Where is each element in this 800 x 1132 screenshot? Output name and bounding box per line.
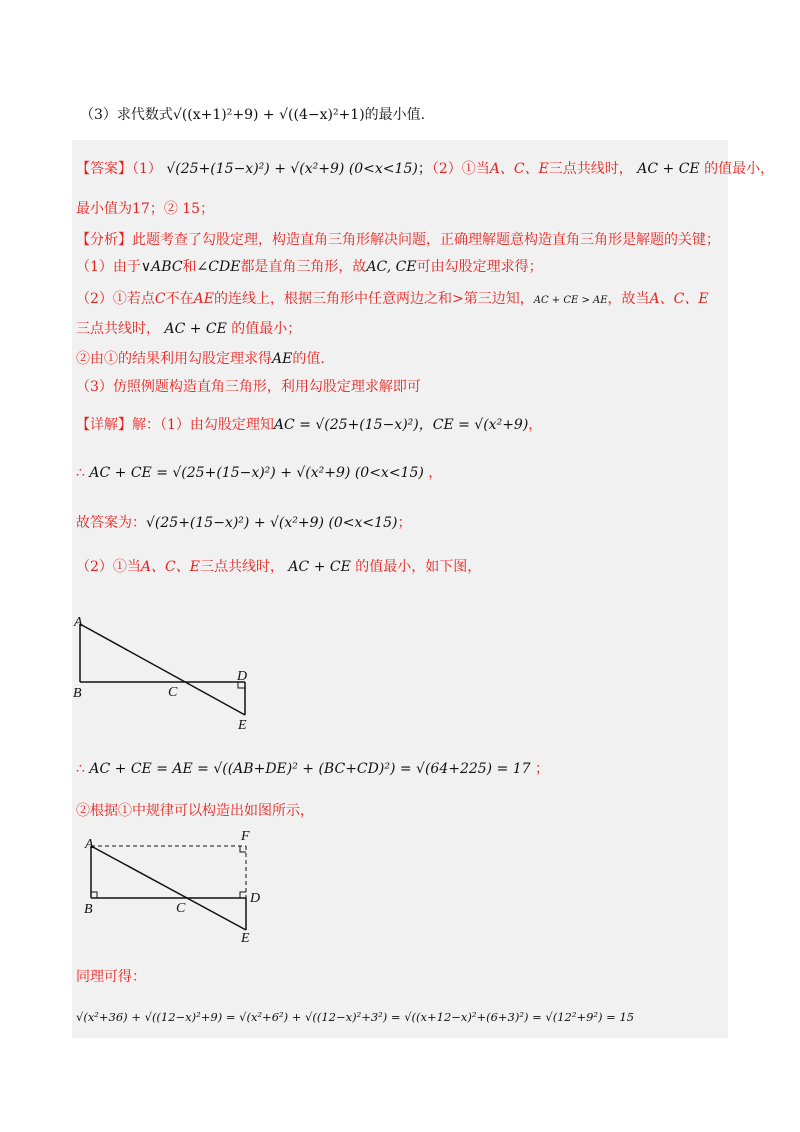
detail-line-4 [76, 556, 481, 578]
analysis-line-1 [76, 229, 720, 251]
answer-line-1 [76, 158, 774, 180]
analysis-l5a: ②由①的结果利用勾股定理求得 [76, 351, 272, 367]
analysis-l2c: 和 [182, 259, 197, 275]
detail-line-6: ②根据①中规律可以构造出如图所示， [76, 803, 314, 819]
right-angle-b [91, 892, 97, 898]
analysis-l4b: AC + CE [164, 321, 227, 337]
question-prefix: （3）求代数式 [80, 107, 173, 123]
label-a: A [74, 615, 83, 630]
question-expression: √((x+1)²+9) + √((4−x)²+1) [172, 107, 365, 123]
detail-l4d: AC + CE [288, 559, 351, 575]
answer-part2-text: 三点共线时， [548, 161, 633, 177]
label-b-2: B [84, 902, 93, 917]
analysis-l5c: 的值. [292, 351, 325, 367]
analysis-line-6: （3）仿照例题构造直角三角形，利用勾股定理求解即可 [76, 379, 421, 395]
right-angle-d-2 [240, 892, 246, 898]
label-e-2: E [241, 931, 250, 946]
therefore-symbol-1: ∴ [76, 465, 85, 481]
analysis-l4c: 的值最小； [231, 321, 302, 337]
question-suffix: 的最小值. [364, 107, 426, 123]
label-d-2: D [250, 891, 261, 906]
analysis-l2a: （1）由于 [76, 259, 141, 275]
detail-l4e: 的值最小，如下图， [355, 559, 482, 575]
answer-part2-label: （2）①当 [431, 161, 490, 177]
analysis-triangle-abc: ∨ABC [140, 259, 183, 275]
right-angle-f [240, 846, 246, 852]
answer-line-2: 最小值为17；② 15； [76, 201, 215, 217]
label-c-2: C [176, 901, 186, 916]
analysis-line-2 [76, 256, 543, 278]
analysis-tag: 【分析】 [76, 232, 132, 248]
analysis-l3e: 的连线上，根据三角形中任意两边之和>第三边知， [213, 291, 534, 307]
answer-part2-points: A、C、E [489, 161, 549, 177]
question-3 [80, 103, 425, 127]
answer-part1-label: （1） [132, 161, 162, 177]
detail-l4b: A、C、E [140, 559, 200, 575]
label-e: E [238, 718, 247, 733]
detail-l1b: AC = √(25+(15−x)²)，CE = √(x²+9) [273, 417, 529, 433]
label-b: B [73, 686, 82, 701]
analysis-line-4 [76, 318, 301, 340]
analysis-l3c: 不在 [165, 291, 194, 307]
detail-l1a: 解：（1）由勾股定理知 [132, 417, 274, 433]
analysis-l5b: AE [272, 351, 293, 367]
answer-separator: ； [417, 161, 432, 177]
detail-l5end: ； [535, 761, 550, 777]
analysis-line-5 [76, 348, 325, 370]
detail-tag: 【详解】 [76, 417, 132, 433]
analysis-inequality: AC + CE > AE [533, 295, 608, 306]
detail-l1c: ， [528, 417, 543, 433]
analysis-l2g: 可由勾股定理求得； [416, 259, 543, 275]
detail-l2end: ， [428, 465, 443, 481]
segment-ae [80, 624, 248, 715]
label-d: D [237, 669, 248, 684]
therefore-symbol-2: ∴ [76, 761, 85, 777]
analysis-triangle-cde: ∠CDE [196, 259, 241, 275]
segment-ae-2 [91, 846, 246, 930]
analysis-text-1: 此题考查了勾股定理，构造直角三角形解决问题，正确理解题意构造直角三角形是解题的关键； [132, 232, 720, 248]
detail-line-8: √(x²+36) + √((12−x)²+9) = √(x²+6²) + √((12−x)²+3²) = √((x+12−x)²+(6+3)²) = √(12²+9²) = 15 [76, 1010, 635, 1024]
answer-part1-expression: √(25+(15−x)²) + √(x²+9) (0<x<15) [166, 161, 418, 177]
answer-part2-end: 的值最小， [704, 161, 775, 177]
analysis-l4a: 三点共线时， [76, 321, 160, 337]
figure-2 [78, 828, 278, 948]
analysis-l3d: AE [193, 291, 214, 307]
detail-l2: AC + CE = √(25+(15−x)²) + √(x²+9) (0<x<15) [89, 465, 424, 481]
figure-1 [70, 612, 270, 732]
answer-tag: 【答案】 [76, 161, 132, 177]
detail-l5: AC + CE = AE = √((AB+DE)² + (BC+CD)²) = √(64+225) = 17 [89, 761, 531, 777]
analysis-l3g: ，故当 [607, 291, 650, 307]
label-a-2: A [85, 837, 94, 852]
detail-line-5 [76, 758, 549, 780]
detail-line-1 [76, 414, 542, 436]
detail-line-3 [76, 512, 411, 534]
analysis-l3h: A、C、E [649, 291, 709, 307]
detail-l3b: √(25+(15−x)²) + √(x²+9) (0<x<15) [146, 515, 398, 531]
answer-part2-expression: AC + CE [637, 161, 700, 177]
analysis-l3a: （2）①若点 [76, 291, 155, 307]
detail-line-7: 同理可得： [76, 969, 146, 985]
detail-l4a: （2）①当 [76, 559, 141, 575]
detail-line-2 [76, 462, 442, 484]
detail-l3c: ； [397, 515, 412, 531]
label-f-2: F [241, 829, 250, 844]
detail-l4c: 三点共线时， [199, 559, 284, 575]
detail-l3a: 故答案为： [76, 515, 146, 531]
analysis-l2e: 都是直角三角形，故 [240, 259, 367, 275]
analysis-l3b: C [154, 291, 166, 307]
analysis-ac-ce: AC, CE [366, 259, 417, 275]
label-c: C [168, 685, 178, 700]
analysis-line-3 [76, 288, 709, 312]
